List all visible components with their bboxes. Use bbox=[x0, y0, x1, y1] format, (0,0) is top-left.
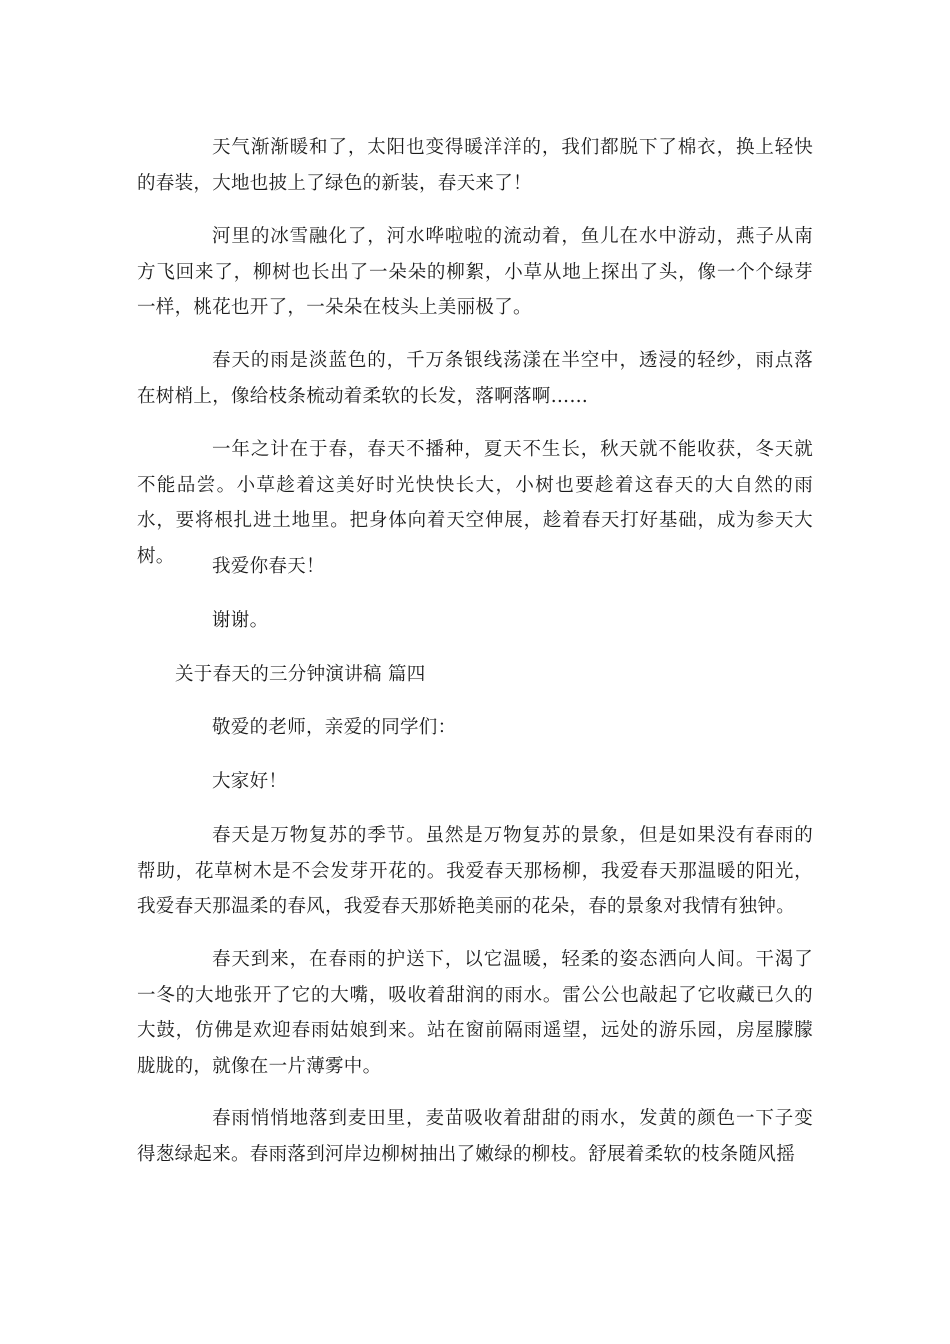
paragraph-love-spring: 我爱你春天！ bbox=[212, 556, 325, 577]
paragraph-thanks: 谢谢。 bbox=[212, 610, 269, 631]
paragraph-spring-rain-escort: 春天到来，在春雨的护送下，以它温暖，轻柔的姿态洒向人间。干渴了一冬的大地张开了它的大嘴，吸收着甜润的雨水。雷公公也敲起了它收藏已久的大鼓，仿佛是欢迎春雨姑娘到来。站在窗前隔雨遥望，远处的游乐园，房屋朦朦胧胧的，就像在一片薄雾中。 bbox=[137, 949, 813, 1077]
paragraph-year-plan: 一年之计在于春，春天不播种，夏天不生长，秋天就不能收获，冬天就不能品尝。小草趁着这美好时光快快长大，小树也要趁着这春天的大自然的雨水，要将根扎进土地里。把身体向着天空伸展，趁着春天打好基础，成为参天大树。 bbox=[137, 439, 813, 567]
paragraph-revival-season: 春天是万物复苏的季节。虽然是万物复苏的景象，但是如果没有春雨的帮助，花草树木是不会发芽开花的。我爱春天那杨柳，我爱春天那温暖的阳光，我爱春天那温柔的春风，我爱春天那娇艳美丽的花朵，春的景象对我情有独钟。 bbox=[137, 825, 813, 917]
greeting: 大家好！ bbox=[212, 771, 288, 792]
salutation: 敬爱的老师，亲爱的同学们： bbox=[212, 717, 457, 738]
paragraph-spring-rain: 春天的雨是淡蓝色的，千万条银线荡漾在半空中，透浸的轻纱，雨点落在树梢上，像给枝条梳动着柔软的长发，落啊落啊…… bbox=[137, 350, 813, 407]
paragraph-rain-wheat-field: 春雨悄悄地落到麦田里，麦苗吸收着甜甜的雨水，发黄的颜色一下子变得葱绿起来。春雨落到河岸边柳树抽出了嫩绿的柳枝。舒展着柔软的枝条随风摇 bbox=[137, 1108, 813, 1165]
paragraph-spring-arrives: 天气渐渐暖和了，太阳也变得暖洋洋的，我们都脱下了棉衣，换上轻快的春装，大地也披上了绿色的新装，春天来了！ bbox=[137, 137, 813, 194]
section-heading: 关于春天的三分钟演讲稿 篇四 bbox=[175, 664, 426, 685]
paragraph-river-thaw: 河里的冰雪融化了，河水哗啦啦的流动着，鱼儿在水中游动，燕子从南方飞回来了，柳树也长出了一朵朵的柳絮，小草从地上探出了头，像一个个绿芽一样，桃花也开了，一朵朵在枝头上美丽极了。 bbox=[137, 226, 813, 318]
